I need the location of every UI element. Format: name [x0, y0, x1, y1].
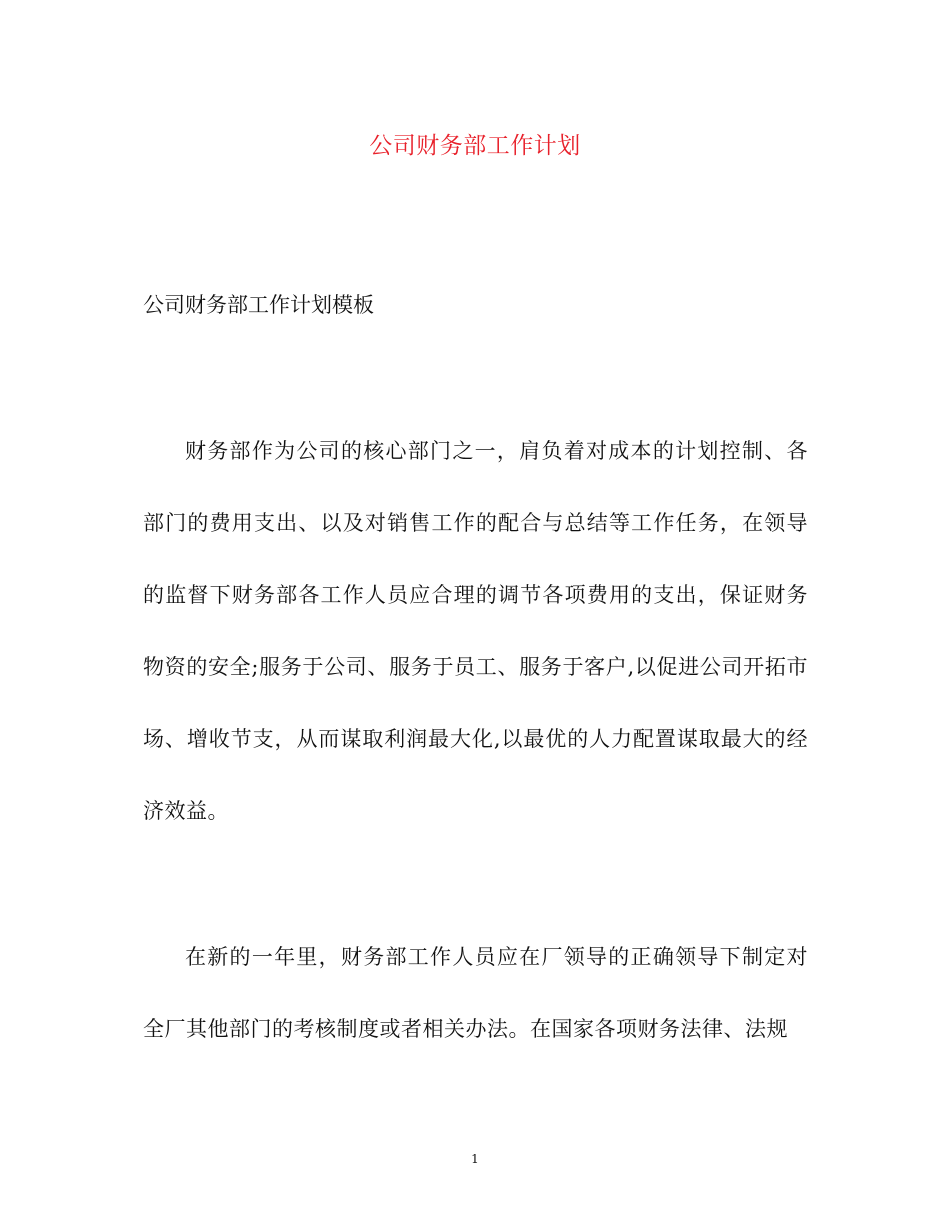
document-subtitle: 公司财务部工作计划模板 [143, 293, 374, 317]
document-title: 公司财务部工作计划 [369, 133, 581, 159]
paragraph-1: 财务部作为公司的核心部门之一，肩负着对成本的计划控制、各部门的费用支出、以及对销售工作的配合与总结等工作任务，在领导的监督下财务部各工作人员应合理的调节各项费用的支出，保证财务物资的安全;服务于公司、服务于员工、服务于客户,以促进公司开拓市场、增收节支，从而谋取利润最大化,以最优的人力配置谋取最大的经济效益。 [143, 439, 808, 823]
page-number: 1 [471, 1152, 479, 1166]
paragraph-2: 在新的一年里，财务部工作人员应在厂领导的正确领导下制定对全厂其他部门的考核制度或者相关办法。在国家各项财务法律、法规 [143, 945, 808, 1041]
